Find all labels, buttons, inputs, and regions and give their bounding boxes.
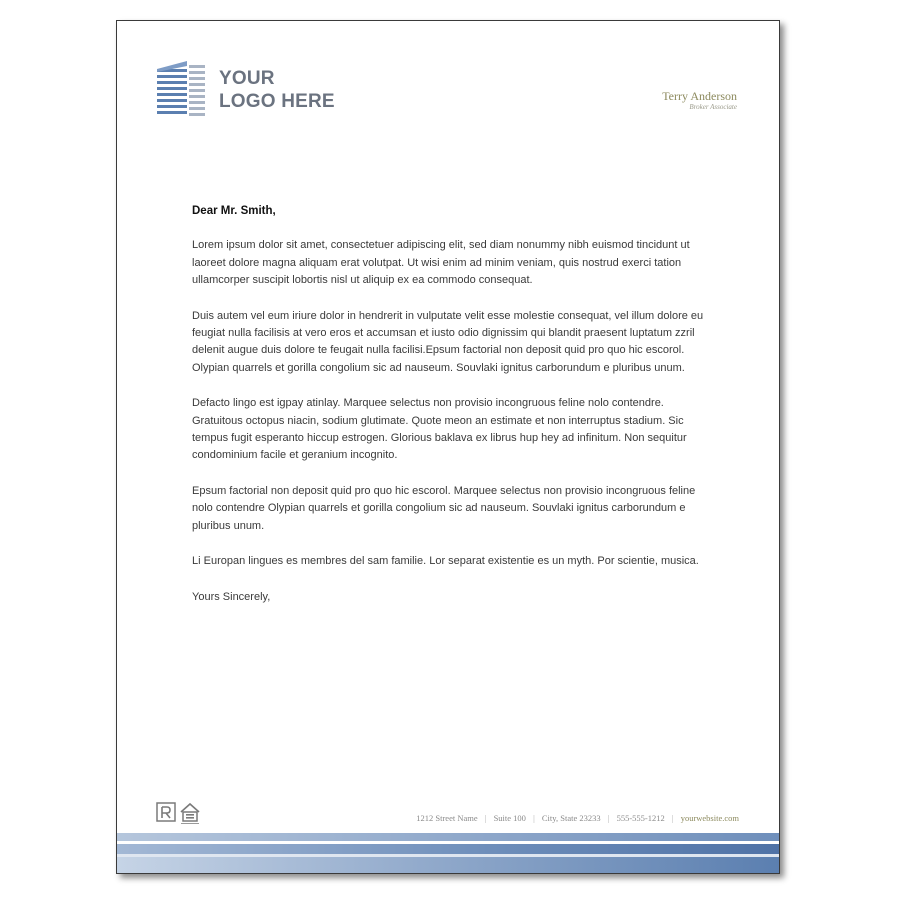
logo-line-1: YOUR (219, 68, 275, 89)
paragraph-1: Lorem ipsum dolor sit amet, consectetuer adipiscing elit, sed diam nonummy nibh euismod tincidunt ut laoreet dolore magna aliquam erat volutpat. Ut wisi enim ad minim veniam, quis nostrud exerci tation ullamcorper suscipit lobortis nisl ut aliquip ex ea commodo consequat. (192, 239, 690, 287)
logo (155, 59, 345, 119)
logo-text (219, 67, 335, 113)
paragraph-4: Epsum factorial non deposit quid pro quo hic escorol. Marquee selectus non provisio incongruous feline nolo contendre Olypian quarrels et gorilla congolium sic ad nauseum. Souvlaki ignitus carborundum e pluribus unum. (192, 484, 696, 532)
realtor-r-icon (157, 803, 175, 821)
separator: | (671, 813, 674, 823)
address-city: City, State 23233 (541, 813, 601, 823)
paragraph-5: Li Europan lingues es membres del sam familie. Lor separat existentie es un myth. Por scientie, musica. (192, 555, 699, 568)
salutation: Dear Mr. Smith, (192, 205, 276, 217)
closing: Yours Sincerely, (192, 590, 271, 603)
sender-title: Broker Associate (689, 103, 737, 111)
letterhead-page (116, 20, 780, 874)
building-logo-icon (155, 59, 209, 125)
separator: | (533, 813, 535, 823)
equal-housing-icon (181, 804, 199, 824)
sender-block (662, 89, 737, 112)
address-website: yourwebsite.com (680, 813, 739, 823)
footer-stripes (117, 833, 779, 873)
sender-name: Terry Anderson (662, 89, 737, 103)
paragraph-3: Defacto lingo est igpay atinlay. Marquee selectus non provisio incongruous feline nolo contendre. Gratuitous octopus niacin, sodium glutimate. Quote meon an estimate et non interruptus stadium. Sic tempus fugit esperanto hiccup estrogen. Glorious baklava ex librus hup hey ad infinitum. Non sequitur condominium facile et geranium incognito. (192, 397, 687, 462)
separator: | (484, 813, 487, 823)
footer-badges (155, 801, 215, 827)
logo-line-2: LOGO HERE (219, 91, 335, 112)
address-street: 1212 Street Name (416, 813, 478, 823)
letter-body (192, 203, 712, 606)
address-suite: Suite 100 (493, 813, 526, 823)
paragraph-2: Duis autem vel eum iriure dolor in hendrerit in vulputate velit esse molestie consequat, vel illum dolore eu feugiat nulla facilisis at vero eros et accumsan et iusto odio dignissim qui blandit praesent luptatum zzril delenit augue duis dolore te feugait nulla facilisi.Epsum factorial non deposit quid pro quo hic escorol. Olypian quarrels et gorilla congolium sic ad nauseum. Souvlaki ignitus carborundum e pluribus unum. (192, 309, 704, 374)
footer-address (416, 813, 739, 823)
separator: | (607, 813, 610, 823)
address-phone: 555-555-1212 (616, 813, 665, 823)
